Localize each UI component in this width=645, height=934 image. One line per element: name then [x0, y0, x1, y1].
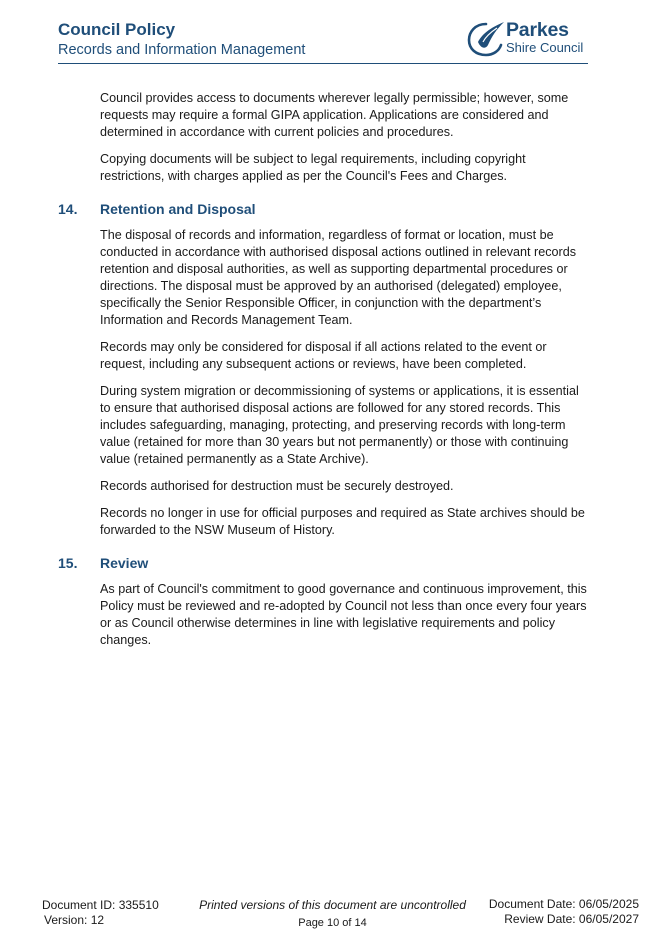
review-date: Review Date: 06/05/2027 — [504, 912, 639, 926]
page-number: Page 10 of 14 — [298, 917, 367, 929]
body-paragraph: Records no longer in use for official purposes and required as State archives should be forwarded to the NSW Museum of History. — [100, 506, 585, 537]
body-paragraph: The disposal of records and information, regardless of format or location, must be conducted in accordance with authorised disposal actions outlined in relevant records retention and disposal authorities, as well as supporting departmental procedures or directions. The disposal must be approved by an authorised (delegated) employee, specifically the Senior Responsible Officer, in conjunction with the department’s Information and Records Management Team. — [100, 228, 577, 327]
document-id: Document ID: 335510 — [42, 898, 159, 912]
footer-dates — [489, 897, 639, 927]
body-paragraph: As part of Council's commitment to good governance and continuous improvement, this Policy must be reviewed and re-adopted by Council not less than once every four years or as Council otherwise determines in line with legislative requirements and policy changes. — [100, 582, 587, 647]
section-number: 15. — [58, 555, 78, 571]
page-footer — [0, 897, 645, 933]
page-subtitle: Records and Information Management — [58, 42, 306, 58]
section-number: 14. — [58, 201, 78, 217]
body-paragraph: Council provides access to documents wherever legally permissible; however, some requests may require a formal GIPA application. Applications are considered and determined in accordance with current policies and procedures. — [100, 91, 569, 139]
logo-subtext: Shire Council — [506, 40, 584, 55]
header-divider — [58, 63, 588, 64]
body-paragraph: During system migration or decommissioning of systems or applications, it is essential to ensure that authorised disposal actions are followed for any stored records. This includes safeguarding, managing, protecting, and preserving records with long-term value (retained for more than 30 years but not permanently) or those with continuing value (retained permanently as a State Archive). — [100, 384, 579, 466]
page-header — [58, 18, 588, 64]
logo-wordmark: Parkes — [506, 19, 569, 41]
body-paragraph: Records may only be considered for disposal if all actions related to the event or request, including any subsequent actions or reviews, have been completed. — [100, 340, 547, 371]
uncontrolled-notice: Printed versions of this document are uncontrolled — [199, 898, 466, 912]
section-title: Review — [100, 555, 149, 571]
document-body — [58, 90, 592, 659]
document-date: Document Date: 06/05/2025 — [488, 897, 639, 911]
document-version: Version: 12 — [44, 913, 105, 927]
section-title: Retention and Disposal — [100, 201, 256, 217]
council-logo — [466, 18, 588, 60]
body-paragraph: Copying documents will be subject to legal requirements, including copyright restrictions, with charges applied as per the Council's Fees and Charges. — [100, 152, 526, 183]
section-heading-retention — [58, 201, 592, 219]
body-paragraph: Records authorised for destruction must be securely destroyed. — [100, 479, 454, 493]
parkes-bird-logo-icon — [466, 18, 506, 58]
page-title: Council Policy — [58, 20, 176, 39]
section-heading-review — [58, 555, 592, 573]
